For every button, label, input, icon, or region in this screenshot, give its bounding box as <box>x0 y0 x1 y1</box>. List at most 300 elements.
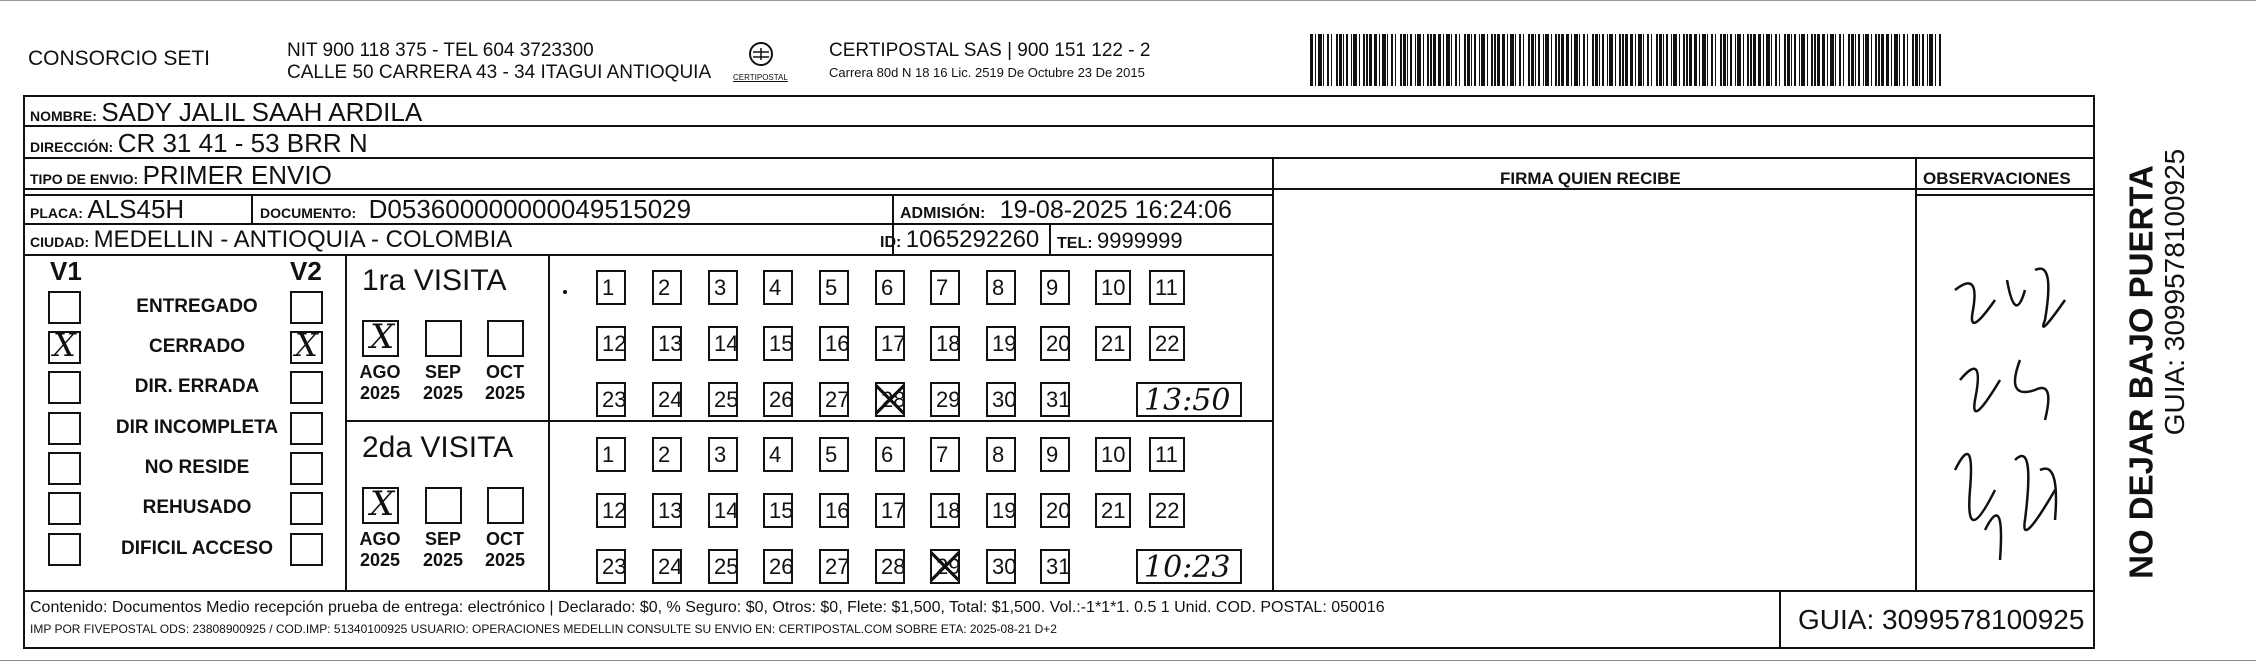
status-label: NO RESIDE <box>144 457 250 478</box>
v2-checkbox[interactable] <box>290 412 323 445</box>
barcode-bar <box>1574 34 1578 86</box>
barcode-bar <box>1886 34 1889 86</box>
day-box[interactable]: 31 <box>1040 382 1070 417</box>
barcode-bar <box>1922 34 1924 86</box>
visit-time[interactable]: 10:23 <box>1136 549 1242 584</box>
barcode-bar <box>1927 34 1928 86</box>
barcode-bar <box>1711 34 1713 86</box>
day-box[interactable]: 3 <box>708 437 738 472</box>
month-name: OCT <box>486 362 524 382</box>
day-box[interactable]: 26 <box>763 382 793 417</box>
status-label: CERRADO <box>148 336 246 357</box>
side-guia-text: GUIA: 3099578100925 <box>2159 148 2190 436</box>
barcode-bar <box>1851 34 1854 86</box>
barcode-bar <box>1474 34 1476 86</box>
barcode-bar <box>1720 34 1722 86</box>
barcode-bar <box>1730 34 1732 86</box>
barcode-bar <box>1479 34 1480 86</box>
day-box[interactable]: 28 <box>875 382 905 417</box>
month-year: 2025 <box>359 383 401 403</box>
barcode-bar <box>1382 34 1386 86</box>
barcode-bar <box>1907 34 1908 86</box>
tel-value: 9999999 <box>1097 228 1183 253</box>
day-box[interactable]: 16 <box>819 493 849 528</box>
day-box[interactable]: 17 <box>875 493 905 528</box>
barcode-bar <box>1835 34 1836 86</box>
scan-bottom-edge <box>0 660 2256 661</box>
month-year: 2025 <box>422 550 464 570</box>
documento-value: D053600000000049515029 <box>368 194 692 224</box>
barcode-bar <box>1839 34 1841 86</box>
col-line <box>251 194 253 223</box>
tel-label: TEL: <box>1057 235 1093 252</box>
v1-checkbox[interactable] <box>48 452 81 485</box>
barcode-bar <box>1723 34 1726 86</box>
side-text <box>2100 95 2210 649</box>
tipo-label: TIPO DE ENVIO: <box>30 171 139 187</box>
barcode-bar <box>1871 34 1872 86</box>
direccion-row <box>30 130 368 156</box>
barcode-bar <box>1538 34 1540 86</box>
barcode-bar <box>1369 34 1372 86</box>
barcode-bar <box>1875 34 1877 86</box>
month-year: 2025 <box>359 550 401 570</box>
barcode-bar <box>1779 34 1780 86</box>
logo-text: CERTIPOSTAL <box>733 73 788 82</box>
barcode-bar <box>1531 34 1534 86</box>
barcode-bar <box>1619 34 1621 86</box>
barcode-bar <box>1894 34 1898 86</box>
no-dejar-text: NO DEJAR BAJO PUERTA <box>2122 165 2160 579</box>
status-label: DIR INCOMPLETA <box>115 417 279 438</box>
day-box[interactable]: 19 <box>986 493 1016 528</box>
day-box[interactable]: 30 <box>986 549 1016 584</box>
barcode-bar <box>1427 34 1429 86</box>
month-name: OCT <box>486 529 524 549</box>
day-box[interactable]: 9 <box>1040 270 1070 305</box>
month-label <box>354 529 406 571</box>
day-box[interactable]: 15 <box>763 326 793 361</box>
day-box[interactable]: 1 <box>596 270 626 305</box>
tipo-value: PRIMER ENVIO <box>142 160 332 190</box>
placa-label: PLACA: <box>30 205 83 221</box>
day-box[interactable]: 12 <box>596 493 626 528</box>
day-box[interactable]: 20 <box>1040 493 1070 528</box>
barcode-bar <box>1881 34 1884 86</box>
certipostal-line: CERTIPOSTAL SAS | 900 151 122 - 2 <box>829 40 1151 61</box>
barcode-bar <box>1343 34 1344 86</box>
barcode-bar <box>1403 34 1406 86</box>
day-box[interactable]: 8 <box>986 270 1016 305</box>
v1-checkbox[interactable] <box>48 326 81 364</box>
v1-mark: X <box>53 326 76 364</box>
day-box[interactable]: 28 <box>875 549 905 584</box>
barcode-bar <box>1707 34 1708 86</box>
barcode-bar <box>1455 34 1457 86</box>
day-box[interactable]: 13 <box>652 493 682 528</box>
day-box[interactable]: 8 <box>986 437 1016 472</box>
barcode-bar <box>1915 34 1918 86</box>
v1-checkbox[interactable] <box>48 412 81 445</box>
day-box[interactable]: 26 <box>763 549 793 584</box>
barcode-bar <box>1814 34 1816 86</box>
barcode-bar <box>1753 34 1756 86</box>
day-box[interactable]: 2 <box>652 270 682 305</box>
barcode-bar <box>1855 34 1856 86</box>
barcode-bar <box>1651 34 1652 86</box>
day-box[interactable]: 17 <box>875 326 905 361</box>
row-line <box>23 254 1272 256</box>
barcode-bar <box>1830 34 1834 86</box>
day-box[interactable]: 25 <box>708 549 738 584</box>
barcode-bar <box>1387 34 1388 86</box>
v2-checkbox[interactable] <box>290 371 323 404</box>
barcode-bar <box>1595 34 1598 86</box>
day-box[interactable]: 27 <box>819 549 849 584</box>
month-checkbox[interactable] <box>425 320 462 357</box>
v1-label: V1 <box>50 256 82 286</box>
barcode-bar <box>1327 34 1329 86</box>
day-box[interactable]: 9 <box>1040 437 1070 472</box>
row-line <box>23 590 2095 592</box>
barcode-bar <box>1683 34 1685 86</box>
row-line <box>1915 194 2095 196</box>
barcode-bar <box>1599 34 1600 86</box>
barcode-bar <box>1481 34 1485 86</box>
day-box[interactable]: 11 <box>1149 270 1185 305</box>
barcode-bar <box>1471 34 1472 86</box>
barcode-bar <box>1659 34 1662 86</box>
barcode-bar <box>1555 34 1557 86</box>
barcode-bar <box>1315 34 1316 86</box>
barcode-bar <box>1794 34 1796 86</box>
v1-checkbox[interactable] <box>48 492 81 525</box>
day-box[interactable]: 6 <box>875 437 905 472</box>
documento-label: DOCUMENTO: <box>260 205 357 221</box>
admision-value: 19-08-2025 16:24:06 <box>999 196 1232 224</box>
day-box[interactable]: 25 <box>708 382 738 417</box>
barcode-bar <box>1607 34 1608 86</box>
day-box[interactable]: 12 <box>596 326 626 361</box>
id-label: ID: <box>880 234 902 251</box>
day-box[interactable]: 21 <box>1095 493 1131 528</box>
barcode-bar <box>1939 34 1941 86</box>
nombre-label: NOMBRE: <box>30 108 97 124</box>
nombre-value: SADY JALIL SAAH ARDILA <box>101 97 423 127</box>
month-checkbox[interactable] <box>487 320 524 357</box>
barcode-bar <box>1787 34 1790 86</box>
v2-checkbox[interactable] <box>290 291 323 324</box>
barcode-bar <box>1571 34 1572 86</box>
day-box[interactable]: 18 <box>930 326 960 361</box>
barcode-bar <box>1566 34 1569 86</box>
month-label <box>417 362 469 404</box>
day-box[interactable]: 14 <box>708 326 738 361</box>
tel-row <box>1057 230 1183 252</box>
barcode-bar <box>1561 34 1564 86</box>
v1-checkbox[interactable] <box>48 533 81 566</box>
barcode-bar <box>1374 34 1377 86</box>
firma-header: FIRMA QUIEN RECIBE <box>1500 169 1681 188</box>
scan-top-edge <box>0 0 2256 1</box>
barcode-bar <box>1863 34 1864 86</box>
ciudad-row <box>30 228 512 252</box>
barcode-bar <box>1903 34 1905 86</box>
barcode-bar <box>1459 34 1460 86</box>
day-box[interactable]: 18 <box>930 493 960 528</box>
col-line <box>1915 157 1917 590</box>
day-box[interactable]: 7 <box>930 437 960 472</box>
v2-label: V2 <box>290 256 322 286</box>
day-box[interactable]: 29 <box>930 382 960 417</box>
barcode-bar <box>1689 34 1692 86</box>
barcode-bar <box>1647 34 1649 86</box>
day-box[interactable]: 7 <box>930 270 960 305</box>
month-year: 2025 <box>484 383 526 403</box>
barcode-bar <box>1336 34 1338 86</box>
day-box[interactable]: 27 <box>819 382 849 417</box>
day-box[interactable]: 31 <box>1040 549 1070 584</box>
month-label <box>354 362 406 404</box>
status-label: ENTREGADO <box>136 296 258 317</box>
day-box[interactable]: 16 <box>819 326 849 361</box>
barcode-bar <box>1822 34 1825 86</box>
day-box[interactable]: 5 <box>819 437 849 472</box>
barcode-bar <box>1663 34 1664 86</box>
barcode-bar <box>1747 34 1749 86</box>
month-checkbox[interactable] <box>425 487 462 524</box>
barcode-bar <box>1643 34 1644 86</box>
placa-row <box>30 196 184 222</box>
barcode-bar <box>1464 34 1466 86</box>
certipostal-logo <box>731 38 791 90</box>
barcode-bar <box>1799 34 1800 86</box>
barcode-bar <box>1656 34 1658 86</box>
barcode-bar <box>1346 34 1348 86</box>
col-line <box>1049 223 1051 254</box>
barcode-bar <box>1878 34 1880 86</box>
recipient-signature <box>1925 230 2085 580</box>
barcode-bar <box>1579 34 1580 86</box>
barcode-bar <box>1502 34 1505 86</box>
day-box[interactable]: 24 <box>652 382 682 417</box>
barcode-bar <box>1353 34 1357 86</box>
barcode-bar <box>1443 34 1444 86</box>
nombre-row <box>30 99 422 125</box>
v1-checkbox[interactable] <box>48 291 81 324</box>
admision-label: ADMISIÓN: <box>900 205 986 222</box>
month-name: SEP <box>424 362 462 382</box>
barcode-bar <box>1310 34 1313 86</box>
barcode-bar <box>1507 34 1508 86</box>
day-box[interactable]: 4 <box>763 437 793 472</box>
direccion-label: DIRECCIÓN: <box>30 139 114 155</box>
observaciones-header: OBSERVACIONES <box>1923 169 2071 188</box>
barcode-bar <box>1497 34 1500 86</box>
barcode-bar <box>1359 34 1360 86</box>
barcode-bar <box>1446 34 1450 86</box>
barcode-bar <box>1771 34 1772 86</box>
barcode-bar <box>1379 34 1380 86</box>
day-box[interactable]: 29 <box>930 549 960 584</box>
day-box[interactable]: 21 <box>1095 326 1131 361</box>
barcode-bar <box>1494 34 1496 86</box>
day-box[interactable]: 23 <box>596 382 626 417</box>
barcode-bar <box>1318 34 1322 86</box>
visit-time[interactable]: 13:50 <box>1136 382 1242 417</box>
barcode-bar <box>1801 34 1805 86</box>
ciudad-value: MEDELLIN - ANTIOQUIA - COLOMBIA <box>93 226 513 253</box>
barcode-bar <box>1865 34 1869 86</box>
month-checkbox[interactable] <box>362 484 399 524</box>
placa-value: ALS45H <box>87 194 185 224</box>
barcode-bar <box>1430 34 1432 86</box>
barcode-bar <box>1843 34 1844 86</box>
col-line <box>345 254 347 590</box>
barcode-bar <box>1673 34 1677 86</box>
barcode-bar <box>1323 34 1324 86</box>
barcode-bar <box>1331 34 1332 86</box>
month-name: AGO <box>359 362 401 382</box>
barcode-bar <box>1467 34 1470 86</box>
day-box[interactable]: 4 <box>763 270 793 305</box>
barcode-bar <box>1686 34 1688 86</box>
barcode-bar <box>1699 34 1700 86</box>
barcode-bar <box>1763 34 1764 86</box>
barcode-bar <box>1671 34 1672 86</box>
day-box[interactable]: 20 <box>1040 326 1070 361</box>
contenido-line: Contenido: Documentos Medio recepción prueba de entrega: electrónico | Declarado: $0, % Seguro: $0, Otros: $0, Flete: $1,500, Total: $1,500. Vol.:-1*1*1. 0.5 1 Unid. COD. POSTAL: 050016 <box>30 599 1385 616</box>
v2-checkbox[interactable] <box>290 452 323 485</box>
day-box[interactable]: 30 <box>986 382 1016 417</box>
barcode-bar <box>1791 34 1792 86</box>
barcode-bar <box>1638 34 1642 86</box>
barcode-bar <box>1523 34 1524 86</box>
tipo-row <box>30 162 332 188</box>
day-box[interactable]: 3 <box>708 270 738 305</box>
v2-mark: X <box>295 326 318 364</box>
barcode-bar <box>1743 34 1744 86</box>
barcode-bar <box>1410 34 1412 86</box>
day-box[interactable]: 6 <box>875 270 905 305</box>
barcode-bar <box>1817 34 1820 86</box>
col-line <box>548 254 550 420</box>
barcode-bar <box>1750 34 1752 86</box>
barcode-bar <box>1510 34 1514 86</box>
address-line: CALLE 50 CARRERA 43 - 34 ITAGUI ANTIOQUIA <box>287 62 712 83</box>
barcode-bar <box>1784 34 1786 86</box>
barcode-bar <box>1587 34 1588 86</box>
barcode-bar <box>1339 34 1342 86</box>
company-name: CONSORCIO SETI <box>28 47 211 70</box>
day-box[interactable]: 23 <box>596 549 626 584</box>
barcode-bar <box>1519 34 1521 86</box>
barcode-bar <box>1935 34 1936 86</box>
barcode-bar <box>1433 34 1436 86</box>
barcode-bar <box>1775 34 1777 86</box>
barcode-bar <box>1811 34 1813 86</box>
barcode-bar <box>1417 34 1421 86</box>
barcode-bar <box>1543 34 1544 86</box>
day-box[interactable]: 22 <box>1149 326 1185 361</box>
barcode-bar <box>1758 34 1761 86</box>
day-box[interactable]: 19 <box>986 326 1016 361</box>
barcode-bar <box>1545 34 1549 86</box>
month-year: 2025 <box>422 383 464 403</box>
day-box[interactable]: 15 <box>763 493 793 528</box>
barcode-bar <box>1592 34 1594 86</box>
barcode-bar <box>1858 34 1860 86</box>
month-checkbox[interactable] <box>487 487 524 524</box>
visit-title: 2da VISITA <box>362 431 514 464</box>
status-label: REHUSADO <box>142 497 252 518</box>
month-checkbox[interactable] <box>362 317 399 357</box>
barcode <box>1310 34 1946 86</box>
barcode-bar <box>1407 34 1408 86</box>
month-year: 2025 <box>484 550 526 570</box>
stray-dot <box>563 290 567 294</box>
barcode-bar <box>1528 34 1530 86</box>
day-box[interactable]: 24 <box>652 549 682 584</box>
barcode-bar <box>1615 34 1616 86</box>
barcode-bar <box>1438 34 1441 86</box>
documento-row <box>260 196 691 222</box>
month-name: SEP <box>424 529 462 549</box>
day-box[interactable]: 1 <box>596 437 626 472</box>
row-line <box>23 188 2095 190</box>
v2-checkbox[interactable] <box>290 533 323 566</box>
barcode-bar <box>1919 34 1920 86</box>
direccion-value: CR 31 41 - 53 BRR N <box>117 128 368 158</box>
barcode-bar <box>1899 34 1900 86</box>
imp-line: IMP POR FIVEPOSTAL ODS: 23808900925 / COD.IMP: 51340100925 USUARIO: OPERACIONES MEDELLIN CONSULTE SU ENVIO EN: CERTIPOSTAL.COM SOBRE ETA: 2025-08-21 D+2 <box>30 622 1057 636</box>
day-box[interactable]: 11 <box>1149 437 1185 472</box>
v1-checkbox[interactable] <box>48 371 81 404</box>
barcode-bar <box>1622 34 1624 86</box>
day-box[interactable]: 10 <box>1095 437 1131 472</box>
month-label <box>417 529 469 571</box>
day-box[interactable]: 5 <box>819 270 849 305</box>
id-row <box>880 228 1039 252</box>
v2-checkbox[interactable] <box>290 492 323 525</box>
barcode-bar <box>1848 34 1850 86</box>
day-box[interactable]: 14 <box>708 493 738 528</box>
day-box[interactable]: 13 <box>652 326 682 361</box>
day-box[interactable]: 2 <box>652 437 682 472</box>
day-box[interactable]: 10 <box>1095 270 1131 305</box>
barcode-bar <box>1635 34 1636 86</box>
status-label: DIFICIL ACCESO <box>120 538 273 559</box>
barcode-bar <box>1666 34 1668 86</box>
barcode-bar <box>1558 34 1560 86</box>
barcode-bar <box>1583 34 1585 86</box>
barcode-bar <box>1929 34 1933 86</box>
barcode-bar <box>1551 34 1552 86</box>
barcode-bar <box>1366 34 1368 86</box>
month-label <box>479 362 531 404</box>
barcode-bar <box>1694 34 1697 86</box>
admision-row <box>900 198 1232 223</box>
barcode-bar <box>1515 34 1516 86</box>
month-name: AGO <box>359 529 401 549</box>
barcode-bar <box>1630 34 1633 86</box>
day-box[interactable]: 22 <box>1149 493 1185 528</box>
col-line <box>548 420 550 590</box>
barcode-bar <box>1351 34 1352 86</box>
v2-checkbox[interactable] <box>290 326 323 364</box>
guia-box: GUIA: 3099578100925 <box>1798 604 2085 635</box>
barcode-bar <box>1912 34 1914 86</box>
